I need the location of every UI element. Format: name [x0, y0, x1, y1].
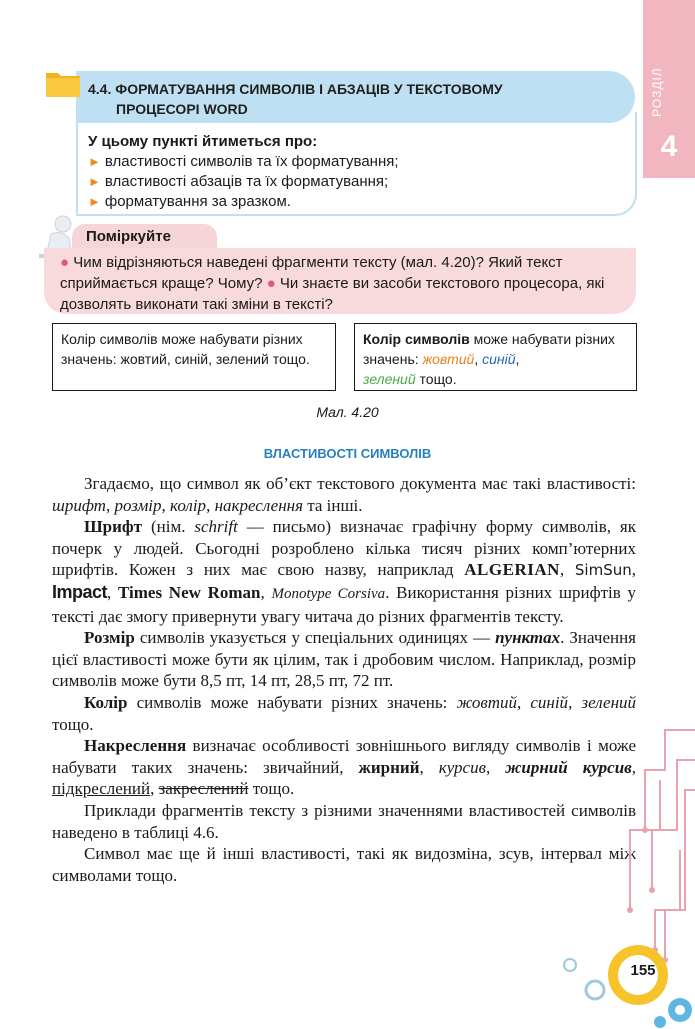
folder-icon: [45, 68, 81, 98]
bullet-dot-icon: ●: [60, 254, 70, 271]
example-sep: ,: [515, 351, 520, 367]
example-green: зелений: [363, 371, 416, 387]
intro-item-text: властивості символів та їх форматування;: [104, 153, 399, 170]
chapter-word: РОЗДІЛ: [650, 67, 664, 117]
triangle-bullet-icon: ►: [88, 154, 101, 169]
text: ,: [516, 692, 531, 712]
think-question-1: Чим відрізняються наведені фрагменти тексту (мал. 4.20)? Який текст сприймається краще? Чому?: [60, 254, 563, 292]
text: тощо.: [52, 714, 94, 734]
page-number: 155: [630, 962, 656, 979]
underlined-text: підкреслений: [52, 779, 151, 799]
italic-text: накреслення: [214, 495, 303, 515]
paragraph: [52, 692, 636, 735]
think-text: [60, 252, 630, 315]
text: ,: [105, 495, 115, 515]
bold-text: жирний: [358, 757, 420, 777]
text: ,: [419, 757, 439, 777]
intro-item: [88, 173, 388, 190]
triangle-bullet-icon: ►: [88, 174, 101, 189]
example-sep: ,: [474, 351, 483, 367]
text: визначає особливості зовнішнього вигляду символів і може набувати таких значень: звичайний,: [52, 736, 636, 777]
text: . Використання різних шрифтів у тексті дає змогу привернути увагу читача до різних фрагментів тексту.: [52, 582, 636, 626]
text: та інші.: [302, 495, 363, 515]
font-sample-times: Times New Roman: [118, 582, 261, 602]
text: ,: [568, 692, 582, 712]
text: . Значення цієї властивості може бути як цілим, так і дробовим числом. Наприклад, розмір символів може бути 8,5 пт, 14 пт, 28,5 пт, 72 пт.: [52, 628, 637, 691]
example-plain-box: Колір символів може набувати різних значень: жовтий, синій, зелений тощо.: [52, 323, 336, 391]
text: (нім.: [142, 517, 195, 537]
body-text: [52, 473, 636, 886]
paragraph: [52, 473, 636, 516]
gears-decoration-icon: [540, 930, 695, 1029]
chapter-number: 4: [660, 130, 678, 163]
text: ,: [161, 495, 171, 515]
bullet-dot-icon: ●: [266, 275, 276, 292]
italic-text: курсив: [438, 757, 486, 777]
text: ,: [631, 560, 636, 580]
text: тощо.: [248, 779, 295, 799]
text: — письмо) визначає графічну форму символів, як почерк у людей. Сьогодні розроблено кілька тисяч різних комп’ютерних шрифтів. Кожен з них має свою назву, наприклад: [52, 517, 636, 580]
bold-term: Шрифт: [84, 517, 143, 537]
text: ,: [206, 495, 215, 515]
section-title-line1: 4.4. ФОРМАТУВАННЯ СИМВОЛІВ І АБЗАЦІВ У ТЕКСТОВОМУ: [88, 81, 503, 97]
font-sample-simsun: SimSun: [574, 561, 632, 580]
font-sample-impact: Impact: [52, 581, 108, 602]
paragraph: Символ має ще й інші властивості, такі як видозміна, зсув, інтервал між символами тощо.: [52, 844, 636, 885]
bold-italic-text: жирний курсив: [505, 757, 632, 777]
text: Згадаємо, що символ як об’єкт текстового документа має такі властивості:: [84, 474, 636, 493]
text: ,: [150, 779, 159, 799]
strikethrough-text: закреслений: [158, 779, 249, 799]
intro-item: [88, 153, 399, 170]
font-sample-monotype: Monotype Corsiva: [271, 585, 386, 602]
italic-text: розмір: [114, 495, 162, 515]
text: символів указується у спеціальних одиницях —: [134, 628, 496, 648]
figure-caption: Мал. 4.20: [316, 404, 379, 420]
italic-text: schrift: [194, 517, 238, 537]
section-title-line2: ПРОЦЕСОРІ WORD: [116, 101, 248, 117]
text: ,: [559, 560, 575, 580]
example-text: може набувати різних значень:: [363, 331, 615, 367]
example-bold: Колір символів: [363, 331, 470, 347]
triangle-bullet-icon: ►: [88, 194, 101, 209]
paragraph: [52, 516, 636, 627]
think-label: Поміркуйте: [86, 228, 171, 245]
intro-item: [88, 193, 291, 210]
example-yellow: жовтий: [422, 351, 475, 367]
text: ,: [107, 582, 118, 602]
bold-term: Накреслення: [84, 736, 187, 756]
intro-heading: У цьому пункті йтиметься про:: [88, 133, 318, 150]
intro-item-text: форматування за зразком.: [104, 193, 291, 210]
example-formatted-box: [354, 323, 637, 391]
paragraph: Приклади фрагментів тексту з різними значеннями властивостей символів наведено в таблиці 4.6.: [52, 800, 636, 842]
bold-term: Колір: [84, 692, 128, 712]
text: символів може набувати різних значень:: [127, 692, 457, 712]
example-blue: синій: [482, 351, 516, 367]
font-sample-algerian: ALGERIAN: [464, 560, 560, 580]
subheading: ВЛАСТИВОСТІ СИМВОЛІВ: [263, 446, 432, 461]
bold-italic-text: пунктах: [495, 628, 561, 648]
italic-text: шрифт: [52, 495, 106, 515]
italic-text: синій: [530, 692, 569, 712]
paragraph: [52, 627, 636, 692]
text: ,: [260, 582, 272, 602]
paragraph: [52, 735, 636, 800]
text: ,: [485, 757, 506, 777]
intro-item-text: властивості абзаців та їх форматування;: [104, 173, 389, 190]
example-tail: тощо.: [415, 371, 457, 387]
italic-text: жовтий: [456, 692, 517, 712]
think-question-2: Чи знаєте ви засоби текстового процесора, які дозволять виконати такі зміни в тексті?: [60, 275, 605, 313]
italic-text: колір: [170, 495, 207, 515]
text: ,: [631, 757, 636, 777]
italic-text: зелений: [581, 692, 637, 712]
bold-term: Розмір: [84, 628, 135, 648]
